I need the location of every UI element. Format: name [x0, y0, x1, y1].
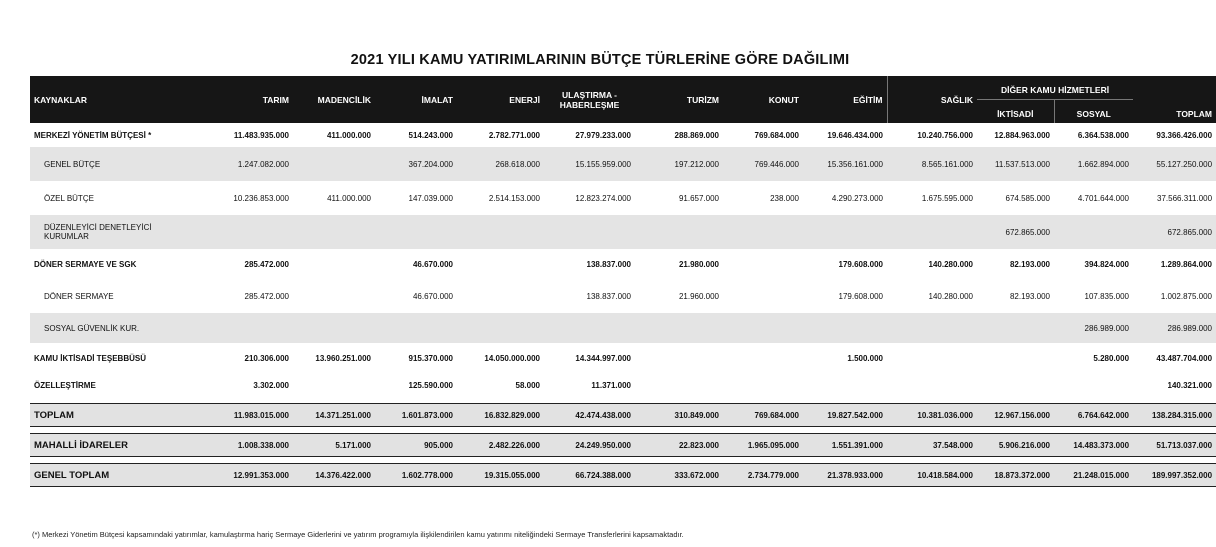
investment-table [30, 76, 1216, 487]
cell-value: 367.204.000 [375, 147, 457, 181]
cell-value: 769.684.000 [754, 130, 799, 140]
cell-value: 285.472.000 [244, 259, 289, 269]
cell-value: 14.050.000.000 [484, 353, 540, 363]
cell-value: 10.240.756.000 [917, 130, 973, 140]
cell-value: 21.980.000 [678, 259, 719, 269]
col-header-imalat: İMALAT [375, 76, 457, 123]
col-header-sosyal: SOSYAL [1054, 100, 1133, 124]
cell-value: 179.608.000 [838, 291, 883, 301]
cell-value: 12.991.353.000 [195, 464, 293, 487]
cell-value: 21.378.933.000 [803, 464, 887, 487]
cell-value: 238.000 [770, 193, 799, 203]
cell-value: 288.869.000 [674, 130, 719, 140]
cell-value [803, 373, 887, 397]
col-header-enerji: ENERJİ [457, 76, 544, 123]
table-row [30, 249, 1216, 279]
cell-value [723, 373, 803, 397]
cell-value: 13.960.251.000 [315, 353, 371, 363]
col-header-tarim: TARIM [195, 76, 293, 123]
cell-value [723, 249, 803, 279]
cell-value: 15.356.161.000 [803, 147, 887, 181]
cell-value [293, 249, 375, 279]
cell-value: 6.364.538.000 [1077, 130, 1130, 140]
cell-value: 2.782.771.000 [488, 130, 540, 140]
cell-value: 672.865.000 [1133, 215, 1216, 249]
cell-value: 14.371.251.000 [293, 404, 375, 427]
cell-value: 66.724.388.000 [544, 464, 635, 487]
cell-value: 82.193.000 [1009, 291, 1050, 301]
cell-value: 10.418.584.000 [887, 464, 977, 487]
cell-value: 197.212.000 [635, 147, 723, 181]
cell-value: 138.837.000 [586, 291, 631, 301]
cell-value [1054, 215, 1133, 249]
cell-value: 46.670.000 [412, 259, 453, 269]
col-header-saglik: SAĞLIK [887, 76, 977, 123]
cell-value: 138.837.000 [586, 259, 631, 269]
cell-value: 22.823.000 [635, 434, 723, 457]
table-body [30, 123, 1216, 487]
cell-value [544, 313, 635, 343]
cell-value: 140.280.000 [928, 291, 973, 301]
row-label: SOSYAL GÜVENLİK KUR. [30, 313, 195, 343]
cell-value [635, 313, 723, 343]
cell-value [293, 279, 375, 313]
cell-value [723, 313, 803, 343]
cell-value: 1.601.873.000 [375, 404, 457, 427]
cell-value: 16.832.829.000 [457, 404, 544, 427]
cell-value: 11.983.015.000 [195, 404, 293, 427]
cell-value: 11.483.935.000 [233, 130, 289, 140]
cell-value: 37.566.311.000 [1157, 193, 1213, 203]
cell-value: 5.171.000 [293, 434, 375, 457]
cell-value: 286.989.000 [1133, 313, 1216, 343]
cell-value [977, 313, 1054, 343]
table-row [30, 373, 1216, 397]
cell-value: 286.989.000 [1054, 313, 1133, 343]
cell-value: 1.662.894.000 [1054, 147, 1133, 181]
row-label: DÜZENLEYİCİ DENETLEYİCİ KURUMLAR [30, 215, 195, 249]
col-header-ulastirma: ULAŞTIRMA - HABERLEŞME [544, 76, 635, 123]
row-label: GENEL TOPLAM [30, 464, 195, 487]
cell-value: 21.248.015.000 [1054, 464, 1133, 487]
cell-value: 210.306.000 [244, 353, 289, 363]
table-row [30, 215, 1216, 249]
cell-value: 46.670.000 [412, 291, 453, 301]
cell-value: 179.608.000 [838, 259, 883, 269]
cell-value: 310.849.000 [635, 404, 723, 427]
cell-value: 15.155.959.000 [544, 147, 635, 181]
row-label: TOPLAM [30, 404, 195, 427]
cell-value: 4.290.273.000 [831, 193, 883, 203]
total-row [30, 434, 1216, 457]
row-label: GENEL BÜTÇE [30, 147, 195, 181]
cell-value: 140.280.000 [928, 259, 973, 269]
cell-value: 10.236.853.000 [233, 193, 289, 203]
col-header-diger: DİĞER KAMU HİZMETLERİ [977, 76, 1133, 100]
cell-value: 19.827.542.000 [803, 404, 887, 427]
cell-value: 189.997.352.000 [1133, 464, 1216, 487]
cell-value: 674.585.000 [1005, 193, 1050, 203]
cell-value: 82.193.000 [1009, 259, 1050, 269]
row-label: DÖNER SERMAYE VE SGK [34, 259, 137, 269]
cell-value [195, 215, 293, 249]
cell-value [375, 313, 457, 343]
cell-value: 5.906.216.000 [977, 434, 1054, 457]
cell-value: 5.280.000 [1093, 353, 1130, 363]
cell-value: 285.472.000 [244, 291, 289, 301]
cell-value: 107.835.000 [1084, 291, 1130, 301]
cell-value [887, 373, 977, 397]
cell-value [977, 343, 1054, 373]
table-row [30, 147, 1216, 181]
cell-value [1054, 373, 1133, 397]
cell-value: 37.548.000 [887, 434, 977, 457]
cell-value: 333.672.000 [635, 464, 723, 487]
cell-value: 1.965.095.000 [723, 434, 803, 457]
cell-value [803, 313, 887, 343]
cell-value [457, 313, 544, 343]
cell-value: 1.551.391.000 [803, 434, 887, 457]
cell-value [293, 147, 375, 181]
row-label: MAHALLİ İDARELER [30, 434, 195, 457]
total-row [30, 404, 1216, 427]
cell-value [887, 215, 977, 249]
row-label: ÖZEL BÜTÇE [44, 193, 94, 203]
cell-value [457, 215, 544, 249]
row-label: DÖNER SERMAYE [44, 291, 114, 301]
cell-value: 394.824.000 [1084, 259, 1130, 269]
cell-value: 672.865.000 [977, 215, 1054, 249]
cell-value [887, 343, 977, 373]
cell-value: 3.302.000 [253, 380, 289, 390]
row-label: MERKEZİ YÖNETİM BÜTÇESİ * [34, 130, 152, 140]
cell-value: 11.371.000 [591, 380, 631, 390]
page-title: 2021 YILI KAMU YATIRIMLARININ BÜTÇE TÜRLERİNE GÖRE DAĞILIMI [350, 52, 850, 68]
cell-value: 58.000 [515, 380, 540, 390]
footnote: (*) Merkezi Yönetim Bütçesi kapsamındaki yatırımlar, kamulaştırma hariç Sermaye Giderlerini ve yatırım programıyla ilişkilendirilen kamu yatırımı niteliğindeki Sermaye Transferlerini kapsamaktadır. [32, 530, 684, 539]
cell-value: 268.618.000 [457, 147, 544, 181]
cell-value: 1.500.000 [847, 353, 883, 363]
col-header-kaynaklar: KAYNAKLAR [30, 76, 195, 123]
row-spacer [30, 457, 1216, 464]
cell-value: 411.000.000 [326, 130, 371, 140]
cell-value: 19.646.434.000 [827, 130, 883, 140]
col-header-toplam: TOPLAM [1133, 76, 1216, 123]
col-header-konut: KONUT [723, 76, 803, 123]
cell-value [544, 215, 635, 249]
cell-value: 769.684.000 [723, 404, 803, 427]
row-label: ÖZELLEŞTİRME [34, 380, 96, 390]
table-header [30, 76, 1216, 123]
cell-value [635, 343, 723, 373]
cell-value: 915.370.000 [408, 353, 453, 363]
cell-value: 42.474.438.000 [544, 404, 635, 427]
cell-value: 4.701.644.000 [1077, 193, 1130, 203]
cell-value: 11.537.513.000 [977, 147, 1054, 181]
cell-value: 1.289.864.000 [1160, 259, 1213, 269]
col-header-turizm: TURİZM [635, 76, 723, 123]
cell-value: 1.602.778.000 [375, 464, 457, 487]
cell-value: 91.657.000 [678, 193, 719, 203]
cell-value: 43.487.704.000 [1156, 353, 1213, 363]
cell-value: 8.565.161.000 [887, 147, 977, 181]
cell-value: 140.321.000 [1167, 380, 1213, 390]
cell-value: 93.366.426.000 [1156, 130, 1213, 140]
cell-value [293, 215, 375, 249]
cell-value: 1.675.595.000 [921, 193, 973, 203]
cell-value: 19.315.055.000 [457, 464, 544, 487]
cell-value: 55.127.250.000 [1133, 147, 1216, 181]
cell-value: 2.514.153.000 [488, 193, 540, 203]
cell-value [635, 373, 723, 397]
cell-value: 769.446.000 [723, 147, 803, 181]
cell-value: 18.873.372.000 [977, 464, 1054, 487]
cell-value [293, 373, 375, 397]
cell-value [457, 279, 544, 313]
cell-value [635, 215, 723, 249]
cell-value [195, 313, 293, 343]
table-row [30, 279, 1216, 313]
cell-value: 21.960.000 [678, 291, 719, 301]
cell-value: 6.764.642.000 [1054, 404, 1133, 427]
cell-value: 2.734.779.000 [723, 464, 803, 487]
table-row [30, 181, 1216, 215]
col-header-iktisadi: İKTİSADİ [977, 100, 1054, 124]
cell-value: 2.482.226.000 [457, 434, 544, 457]
col-header-madencilik: MADENCİLİK [293, 76, 375, 123]
cell-value: 12.967.156.000 [977, 404, 1054, 427]
col-header-egitim: EĞİTİM [803, 76, 887, 123]
cell-value [375, 215, 457, 249]
cell-value: 514.243.000 [408, 130, 453, 140]
cell-value: 147.039.000 [408, 193, 453, 203]
cell-value: 14.376.422.000 [293, 464, 375, 487]
cell-value: 14.483.373.000 [1054, 434, 1133, 457]
cell-value [293, 313, 375, 343]
cell-value [803, 215, 887, 249]
cell-value: 1.008.338.000 [195, 434, 293, 457]
cell-value: 27.979.233.000 [575, 130, 631, 140]
cell-value [723, 215, 803, 249]
row-spacer [30, 427, 1216, 434]
cell-value [887, 313, 977, 343]
total-row [30, 464, 1216, 487]
cell-value [977, 373, 1054, 397]
cell-value [723, 343, 803, 373]
cell-value: 138.284.315.000 [1133, 404, 1216, 427]
cell-value: 51.713.037.000 [1133, 434, 1216, 457]
cell-value: 1.002.875.000 [1160, 291, 1213, 301]
cell-value: 24.249.950.000 [544, 434, 635, 457]
cell-value: 12.823.274.000 [575, 193, 631, 203]
cell-value: 905.000 [375, 434, 457, 457]
cell-value: 14.344.997.000 [575, 353, 631, 363]
cell-value: 12.884.963.000 [994, 130, 1050, 140]
cell-value: 125.590.000 [408, 380, 453, 390]
cell-value: 10.381.036.000 [887, 404, 977, 427]
table-row [30, 343, 1216, 373]
table-row [30, 123, 1216, 147]
cell-value [457, 249, 544, 279]
cell-value: 411.000.000 [327, 193, 371, 203]
cell-value: 1.247.082.000 [195, 147, 293, 181]
table-row [30, 313, 1216, 343]
cell-value [723, 279, 803, 313]
row-label: KAMU İKTİSADİ TEŞEBBÜSÜ [34, 353, 147, 363]
